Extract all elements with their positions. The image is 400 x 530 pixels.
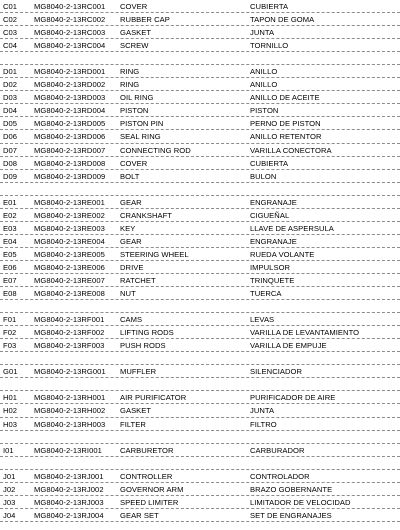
parts-row — [0, 117, 400, 130]
parts-row — [0, 313, 400, 326]
item-code-cell: H03 — [3, 419, 18, 429]
description-spanish-cell: ANILLO RETENTOR — [250, 132, 322, 142]
description-spanish-cell: ANILLO DE ACEITE — [250, 93, 320, 103]
item-code-cell: J02 — [3, 484, 16, 494]
blank-row — [0, 431, 400, 444]
item-code-cell: F03 — [3, 341, 17, 351]
item-code-cell: C04 — [3, 41, 18, 51]
description-english-cell: STEERING WHEEL — [120, 249, 189, 259]
description-spanish-cell: JUNTA — [250, 406, 275, 416]
part-number-cell: MG8040-2-13RH003 — [34, 419, 106, 429]
description-spanish-cell: ANILLO — [250, 67, 278, 77]
item-code-cell: J04 — [3, 510, 16, 520]
description-english-cell: FILTER — [120, 419, 146, 429]
description-english-cell: MUFFLER — [120, 367, 157, 377]
part-number-cell: MG8040-2-13RF002 — [34, 328, 105, 338]
part-number-cell: MG8040-2-13RG001 — [34, 367, 106, 377]
item-code-cell: D03 — [3, 93, 18, 103]
description-english-cell: PISTON — [120, 106, 149, 116]
part-number-cell: MG8040-2-13RD009 — [34, 171, 106, 181]
part-number-cell: MG8040-2-13RE001 — [34, 197, 105, 207]
item-code-cell: D02 — [3, 80, 18, 90]
part-number-cell: MG8040-2-13RD004 — [34, 106, 106, 116]
description-spanish-cell: BRAZO GOBERNANTE — [250, 484, 333, 494]
part-number-cell: MG8040-2-13RH002 — [34, 406, 106, 416]
part-number-cell: MG8040-2-13RJ003 — [34, 497, 104, 507]
item-code-cell: E02 — [3, 210, 17, 220]
parts-row — [0, 144, 400, 157]
description-spanish-cell: TORNILLO — [250, 41, 289, 51]
description-english-cell: GASKET — [120, 406, 152, 416]
description-english-cell: AIR PURIFICATOR — [120, 393, 187, 403]
description-spanish-cell: PURIFICADOR DE AIRE — [250, 393, 336, 403]
part-number-cell: MG8040-2-13RE008 — [34, 289, 105, 299]
description-spanish-cell: PERNO DE PISTON — [250, 119, 321, 129]
parts-row — [0, 287, 400, 300]
description-spanish-cell: ENGRANAJE — [250, 197, 297, 207]
parts-row — [0, 0, 400, 13]
description-spanish-cell: RUEDA VOLANTE — [250, 249, 315, 259]
description-english-cell: COVER — [120, 2, 148, 11]
parts-row — [0, 65, 400, 78]
part-number-cell: MG8040-2-13RI001 — [34, 445, 102, 455]
part-number-cell: MG8040-2-13RE006 — [34, 262, 105, 272]
parts-row — [0, 418, 400, 431]
description-spanish-cell: VARILLA CONECTORA — [250, 145, 332, 155]
description-spanish-cell: LEVAS — [250, 315, 275, 325]
item-code-cell: E01 — [3, 197, 17, 207]
parts-row — [0, 444, 400, 457]
description-spanish-cell: ENGRANAJE — [250, 236, 297, 246]
parts-row — [0, 222, 400, 235]
parts-row — [0, 170, 400, 183]
parts-row — [0, 91, 400, 104]
description-spanish-cell: JUNTA — [250, 28, 275, 38]
parts-row — [0, 78, 400, 91]
part-number-cell: MG8040-2-13RD002 — [34, 80, 106, 90]
item-code-cell: D05 — [3, 119, 18, 129]
parts-row — [0, 391, 400, 404]
description-english-cell: GEAR — [120, 236, 142, 246]
part-number-cell: MG8040-2-13RD008 — [34, 158, 106, 168]
parts-row — [0, 196, 400, 209]
description-english-cell: RUBBER CAP — [120, 15, 170, 25]
item-code-cell: D06 — [3, 132, 18, 142]
item-code-cell: J01 — [3, 471, 16, 481]
parts-row — [0, 509, 400, 522]
parts-row — [0, 261, 400, 274]
part-number-cell: MG8040-2-13RF001 — [34, 315, 105, 325]
parts-row — [0, 496, 400, 509]
description-english-cell: CAMS — [120, 315, 143, 325]
item-code-cell: C01 — [3, 2, 18, 11]
parts-row — [0, 339, 400, 352]
item-code-cell: E03 — [3, 223, 17, 233]
item-code-cell: D04 — [3, 106, 18, 116]
item-code-cell: E08 — [3, 289, 17, 299]
parts-row — [0, 209, 400, 222]
item-code-cell: H01 — [3, 393, 18, 403]
description-spanish-cell: LIMITADOR DE VELOCIDAD — [250, 497, 351, 507]
part-number-cell: MG8040-2-13RE005 — [34, 249, 105, 259]
item-code-cell: D09 — [3, 171, 18, 181]
parts-row — [0, 104, 400, 117]
description-spanish-cell: SET DE ENGRANAJES — [250, 510, 332, 520]
description-spanish-cell: TAPON DE GOMA — [250, 15, 315, 25]
item-code-cell: C02 — [3, 15, 18, 25]
item-code-cell: I01 — [3, 445, 14, 455]
parts-row — [0, 13, 400, 26]
blank-row — [0, 378, 400, 391]
description-english-cell: GEAR — [120, 197, 142, 207]
part-number-cell: MG8040-2-13RE007 — [34, 275, 105, 285]
item-code-cell: E05 — [3, 249, 17, 259]
description-spanish-cell: CARBURADOR — [250, 445, 305, 455]
description-spanish-cell: FILTRO — [250, 419, 277, 429]
description-english-cell: OIL RING — [120, 93, 154, 103]
part-number-cell: MG8040-2-13RC002 — [34, 15, 106, 25]
part-number-cell: MG8040-2-13RH001 — [34, 393, 106, 403]
description-spanish-cell: CUBIERTA — [250, 158, 289, 168]
parts-row — [0, 365, 400, 378]
description-spanish-cell: LLAVE DE ASPERSULA — [250, 223, 334, 233]
description-english-cell: PUSH RODS — [120, 341, 166, 351]
description-spanish-cell: VARILLA DE LEVANTAMIENTO — [250, 328, 360, 338]
part-number-cell: MG8040-2-13RJ002 — [34, 484, 104, 494]
part-number-cell: MG8040-2-13RF003 — [34, 341, 105, 351]
description-english-cell: KEY — [120, 223, 136, 233]
description-spanish-cell: TUERCA — [250, 289, 282, 299]
parts-row — [0, 39, 400, 52]
description-spanish-cell: TRINQUETE — [250, 275, 295, 285]
parts-row — [0, 274, 400, 287]
item-code-cell: E07 — [3, 275, 17, 285]
part-number-cell: MG8040-2-13RE003 — [34, 223, 105, 233]
description-spanish-cell: CIGUEÑAL — [250, 210, 290, 220]
item-code-cell: D07 — [3, 145, 18, 155]
description-english-cell: SPEED LIMITER — [120, 497, 179, 507]
item-code-cell: F02 — [3, 328, 17, 338]
item-code-cell: H02 — [3, 406, 18, 416]
item-code-cell: E04 — [3, 236, 17, 246]
description-english-cell: NUT — [120, 289, 136, 299]
description-english-cell: CONTROLLER — [120, 471, 173, 481]
description-english-cell: CRANKSHAFT — [120, 210, 172, 220]
part-number-cell: MG8040-2-13RC003 — [34, 28, 106, 38]
blank-row — [0, 457, 400, 470]
description-spanish-cell: CUBIERTA — [250, 2, 289, 11]
description-english-cell: RING — [120, 80, 140, 90]
item-code-cell: C03 — [3, 28, 18, 38]
parts-row — [0, 130, 400, 143]
description-english-cell: GASKET — [120, 28, 152, 38]
description-english-cell: CONNECTING ROD — [120, 145, 191, 155]
description-english-cell: COVER — [120, 158, 148, 168]
part-number-cell: MG8040-2-13RE004 — [34, 236, 105, 246]
part-number-cell: MG8040-2-13RD001 — [34, 67, 106, 77]
part-number-cell: MG8040-2-13RJ004 — [34, 510, 104, 520]
item-code-cell: G01 — [3, 367, 18, 377]
part-number-cell: MG8040-2-13RC001 — [34, 2, 106, 11]
description-spanish-cell: CONTROLADOR — [250, 471, 310, 481]
part-number-cell: MG8040-2-13RE002 — [34, 210, 105, 220]
description-english-cell: BOLT — [120, 171, 140, 181]
parts-row — [0, 235, 400, 248]
blank-row — [0, 352, 400, 365]
description-english-cell: SEAL RING — [120, 132, 161, 142]
parts-row — [0, 404, 400, 417]
description-spanish-cell: ANILLO — [250, 80, 278, 90]
part-number-cell: MG8040-2-13RD003 — [34, 93, 106, 103]
blank-row — [0, 300, 400, 313]
description-english-cell: GOVERNOR ARM — [120, 484, 184, 494]
description-english-cell: RATCHET — [120, 275, 156, 285]
description-spanish-cell: SILENCIADOR — [250, 367, 303, 377]
item-code-cell: F01 — [3, 315, 17, 325]
blank-row — [0, 52, 400, 65]
part-number-cell: MG8040-2-13RD007 — [34, 145, 106, 155]
description-english-cell: GEAR SET — [120, 510, 159, 520]
description-spanish-cell: VARILLA DE EMPUJE — [250, 341, 327, 351]
parts-row — [0, 248, 400, 261]
description-spanish-cell: PISTON — [250, 106, 279, 116]
part-number-cell: MG8040-2-13RD006 — [34, 132, 106, 142]
item-code-cell: J03 — [3, 497, 16, 507]
parts-row — [0, 470, 400, 483]
parts-row — [0, 326, 400, 339]
blank-row — [0, 183, 400, 196]
description-english-cell: LIFTING RODS — [120, 328, 174, 338]
part-number-cell: MG8040-2-13RC004 — [34, 41, 106, 51]
part-number-cell: MG8040-2-13RJ001 — [34, 471, 104, 481]
parts-row — [0, 483, 400, 496]
parts-row — [0, 26, 400, 39]
description-english-cell: CARBURETOR — [120, 445, 174, 455]
item-code-cell: D08 — [3, 158, 18, 168]
description-english-cell: PISTON PIN — [120, 119, 164, 129]
description-spanish-cell: BULON — [250, 171, 277, 181]
description-spanish-cell: IMPULSOR — [250, 262, 291, 272]
description-english-cell: RING — [120, 67, 140, 77]
description-english-cell: DRIVE — [120, 262, 144, 272]
parts-row — [0, 157, 400, 170]
description-english-cell: SCREW — [120, 41, 149, 51]
item-code-cell: D01 — [3, 67, 18, 77]
part-number-cell: MG8040-2-13RD005 — [34, 119, 106, 129]
item-code-cell: E06 — [3, 262, 17, 272]
